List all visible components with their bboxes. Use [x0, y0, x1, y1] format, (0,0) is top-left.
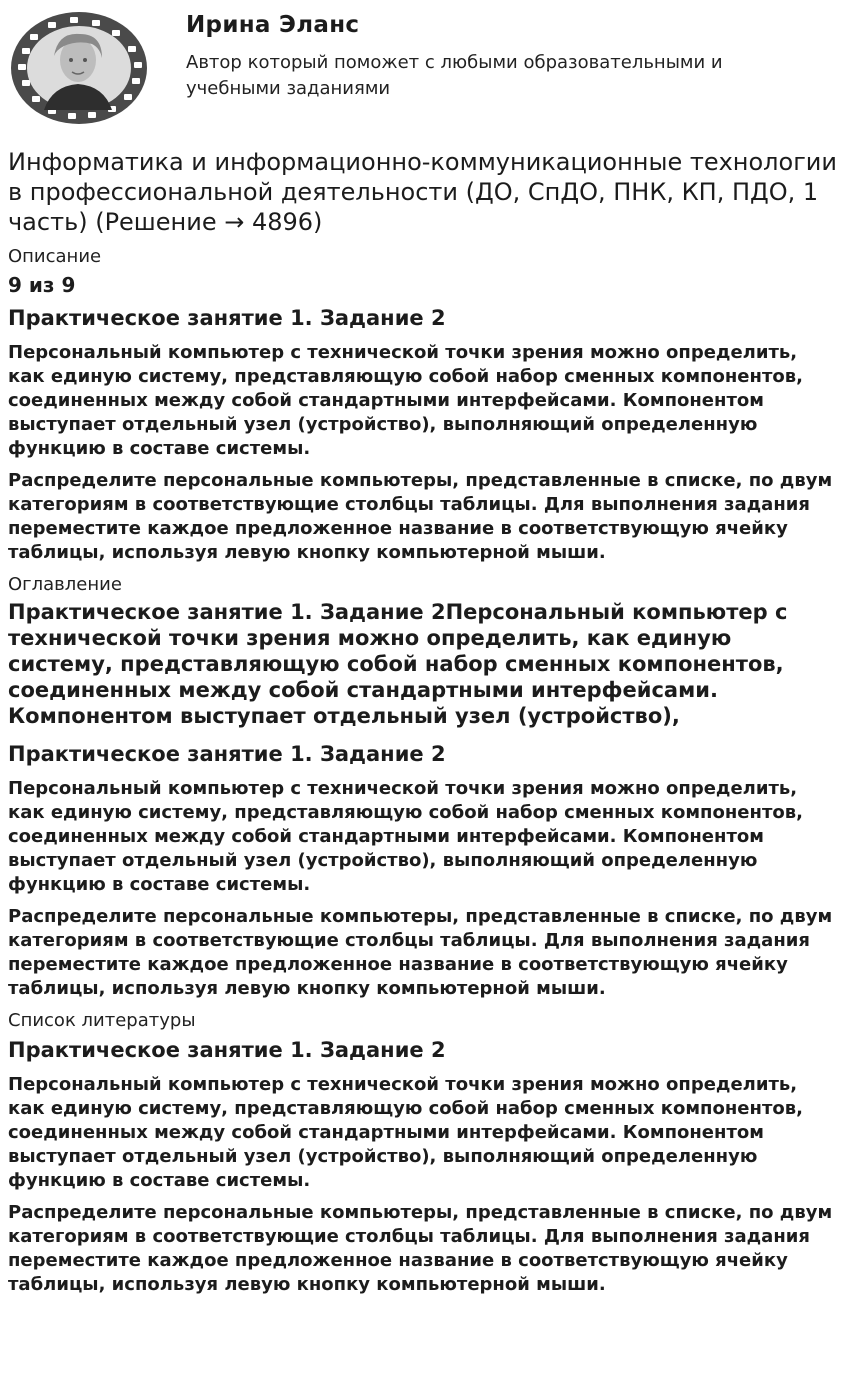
author-avatar[interactable]: [8, 8, 150, 126]
description-paragraph-1: Персональный компьютер с технической точки зрения можно определить, как единую систему, представляющую собой набор сменных компонентов, соединенных между собой стандартными интерфейсами. Компонентом выступает отдельный узел (устройство), выполняющий определенную функцию в составе системы.: [8, 342, 803, 459]
author-info: [186, 8, 786, 102]
description-section: [8, 245, 839, 565]
work-title: Информатика и информационно-коммуникационные технологии в профессиональной деятельности (ДО, СпДО, ПНК, КП, ПДО, 1 часть) (Решение → 4896): [8, 148, 837, 236]
literature-section: [8, 1009, 839, 1297]
literature-paragraph-2: Распределите персональные компьютеры, представленные в списке, по двум категориям в соответствующие столбцы таблицы. Для выполнения задания переместите каждое предложенное название в соответствующую ячейку таблицы, используя левую кнопку компьютерной мыши.: [8, 1202, 833, 1295]
avatar-film-frame-image: [8, 8, 150, 126]
description-paragraph-2: Распределите персональные компьютеры, представленные в списке, по двум категориям в соответствующие столбцы таблицы. Для выполнения задания переместите каждое предложенное название в соответствующую ячейку таблицы, используя левую кнопку компьютерной мыши.: [8, 470, 833, 563]
toc-paragraph-1: Персональный компьютер с технической точки зрения можно определить, как единую систему, представляющую собой набор сменных компонентов, соединенных между собой стандартными интерфейсами. Компонентом выступает отдельный узел (устройство), выполняющий определенную функцию в составе системы.: [8, 778, 803, 895]
toc-paragraph-2: Распределите персональные компьютеры, представленные в списке, по двум категориям в соответствующие столбцы таблицы. Для выполнения задания переместите каждое предложенное название в соответствующую ячейку таблицы, используя левую кнопку компьютерной мыши.: [8, 906, 833, 999]
description-label: Описание: [8, 246, 102, 267]
author-card: [8, 0, 839, 120]
description-heading: Практическое занятие 1. Задание 2: [8, 306, 446, 330]
description-counter: 9 из 9: [8, 273, 76, 297]
author-description: Автор который поможет с любыми образовательными и учебными заданиями: [186, 52, 723, 99]
toc-summary: Практическое занятие 1. Задание 2Персональный компьютер с технической точки зрения можно определить, как единую систему, представляющую собой набор сменных компонентов, соединенных между собой стандартными интерфейсами. Компонентом выступает отдельный узел (устройство),: [8, 600, 788, 728]
literature-label: Список литературы: [8, 1010, 196, 1031]
literature-heading: Практическое занятие 1. Задание 2: [8, 1038, 446, 1062]
author-name[interactable]: Ирина Эланс: [186, 12, 360, 38]
toc-heading: Практическое занятие 1. Задание 2: [8, 742, 446, 766]
toc-label: Оглавление: [8, 574, 122, 595]
toc-section: [8, 573, 839, 1001]
literature-paragraph-1: Персональный компьютер с технической точки зрения можно определить, как единую систему, представляющую собой набор сменных компонентов, соединенных между собой стандартными интерфейсами. Компонентом выступает отдельный узел (устройство), выполняющий определенную функцию в составе системы.: [8, 1074, 803, 1191]
